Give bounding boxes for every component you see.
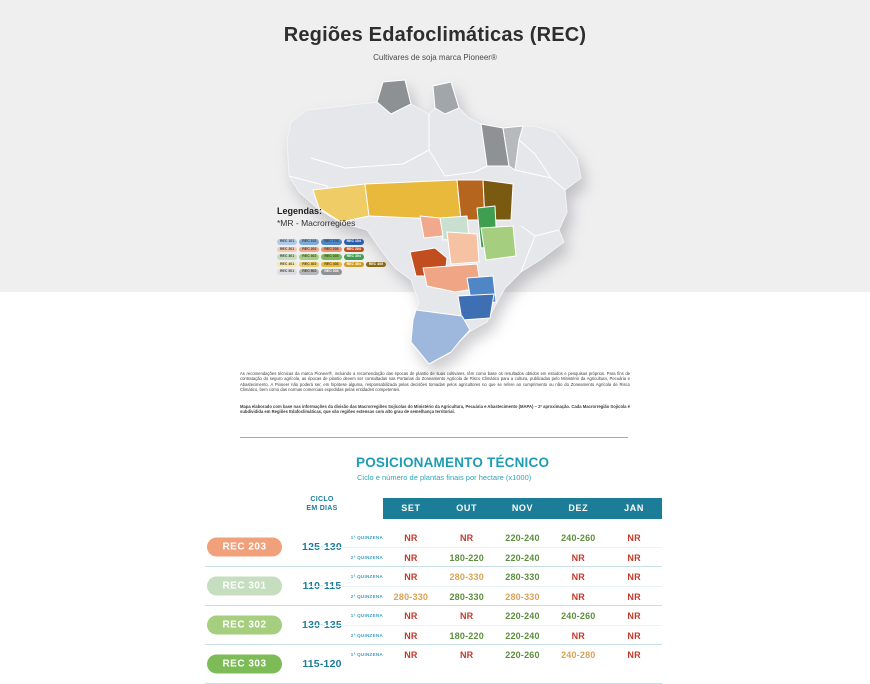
quinzena-row [307, 625, 662, 645]
legend-pill: REC 401 [277, 262, 297, 268]
planting-cell: 280-330 [449, 591, 484, 602]
planting-cell: NR [404, 571, 418, 582]
planting-cell: 220-240 [505, 532, 540, 543]
quinzena-label: 1ª QUINZENA [350, 613, 383, 618]
planting-cell: 240-280 [561, 649, 596, 660]
planting-cell: NR [627, 552, 641, 563]
legend-pill: REC 404 [344, 262, 364, 268]
technical-positioning-section [205, 455, 665, 670]
positioning-rows [205, 528, 662, 684]
planting-cell: NR [459, 532, 474, 543]
ciclo-header-line1: CICLO [310, 496, 334, 503]
legend-pill: REC 503 [321, 269, 341, 275]
planting-cell: NR [571, 630, 585, 641]
section-divider [240, 437, 628, 438]
quinzena-row [307, 606, 662, 625]
positioning-subtitle: Ciclo e número de plantas finais por hectare (x1000) [357, 473, 532, 482]
legend-pill: REC 101 [277, 239, 297, 245]
planting-cell: 220-240 [505, 610, 540, 621]
legend-pill: REC 302 [299, 254, 319, 260]
legend-pill: REC 202 [299, 247, 319, 253]
rec-badge: REC 302 [207, 616, 282, 635]
planting-cell: NR [459, 649, 474, 660]
legend-pill: REC 403 [321, 262, 341, 268]
ciclo-value: 110-115 [302, 580, 342, 592]
rec-row [205, 645, 662, 684]
legend-pill: REC 201 [277, 247, 297, 253]
quinzena-label: 2ª QUINZENA [350, 555, 383, 560]
legend-title: Legendas: [277, 206, 323, 216]
ciclo-header-line2: EM DIAS [306, 504, 338, 512]
map-source-note: Mapa elaborado com base nas informações da divisão das Macrorregiões Sojícolas do Ministério da Agricultura, Pecuária e Abastecimento (MAPA) – 2ª aproximação. Cada Macrorregião Sojícola é subdividida em Regiões Edafoclimáticas, que são regiões extensas com alto grau de semelhança territorial. [240, 404, 630, 415]
rec-row [205, 567, 662, 606]
quinzena-label: 2ª QUINZENA [350, 594, 383, 599]
planting-cell: NR [404, 649, 418, 660]
planting-cell: 280-330 [505, 571, 540, 582]
legend-pill: REC 502 [299, 269, 319, 275]
rec-badge: REC 301 [207, 577, 282, 596]
legend-pill: REC 104 [344, 239, 364, 245]
month-header: OUT [456, 503, 478, 513]
quinzena-label: 1ª QUINZENA [350, 535, 383, 540]
rec-badge: REC 303 [207, 655, 282, 674]
legend-note: *MR - Macrorregiões [277, 218, 356, 228]
month-header: JAN [624, 503, 644, 513]
legend-pill: REC 203 [321, 247, 341, 253]
planting-cell: NR [571, 571, 585, 582]
planting-cell: NR [404, 552, 418, 563]
legend-pill: REC 103 [321, 239, 341, 245]
planting-cell: NR [571, 591, 585, 602]
legend-pill: REC 301 [277, 254, 297, 260]
planting-cell: NR [627, 532, 641, 543]
ciclo-value: 125-130 [302, 541, 342, 553]
quinzena-label: 2ª QUINZENA [350, 633, 383, 638]
quinzena-label: 1ª QUINZENA [350, 574, 383, 579]
planting-cell: 280-330 [449, 571, 484, 582]
planting-cell: NR [571, 552, 585, 563]
planting-cell: 240-260 [561, 610, 596, 621]
planting-cell: NR [627, 591, 641, 602]
planting-cell: NR [404, 532, 418, 543]
planting-cell: NR [404, 610, 418, 621]
month-header: SET [401, 503, 421, 513]
quinzena-row [307, 645, 662, 664]
planting-cell: 240-260 [561, 532, 596, 543]
planting-cell: 220-260 [505, 649, 540, 660]
planting-cell: 220-240 [505, 630, 540, 641]
quinzena-label: 1ª QUINZENA [350, 652, 383, 657]
legend-pill: REC 204 [344, 247, 364, 253]
planting-cell: NR [627, 630, 641, 641]
map-legend [277, 206, 427, 277]
legend-grid [277, 239, 427, 275]
quinzena-row [307, 528, 662, 547]
planting-cell: 280-330 [393, 591, 429, 602]
rec-badge: REC 203 [207, 538, 282, 557]
legend-pill: REC 304 [344, 254, 364, 260]
legend-pill: REC 402 [299, 262, 319, 268]
legend-pill: REC 102 [299, 239, 319, 245]
page-subtitle: Cultivares de soja marca Pioneer® [373, 53, 497, 62]
positioning-title: POSICIONAMENTO TÉCNICO [356, 455, 550, 470]
planting-cell: 280-330 [505, 591, 540, 602]
month-header-row [383, 498, 662, 519]
planting-cell: NR [627, 649, 641, 660]
legend-pill: REC 303 [321, 254, 341, 260]
planting-cell: NR [627, 610, 641, 621]
legend-pill: REC 405 [366, 262, 386, 268]
month-header: DEZ [568, 503, 589, 513]
planting-cell: NR [627, 571, 641, 582]
legend-pill: REC 501 [277, 269, 297, 275]
disclaimer-text: As recomendações técnicas da marca Pioneer®, incluindo a recomendação das épocas de plantio de suas cultivares, têm como base os resultados obtidos em estudos e pesquisas próprios. Para fins de contratação do seguro agrícola, as épocas de plantio devem ser consultadas nas Portarias do Zoneamento Agrícola de Risco Climático para a cultura, publicadas pelo Ministério da Agricultura, Pecuária e Abastecimento. A Pioneer não poderá ser, em hipótese alguma, responsabilizada pelas decisões tomadas pelos agricultores no que se refere ao cumprimento ou não do Zoneamento Agrícola de Risco Climático, bem como das normas comerciais expedidas pelas entidades competentes. [240, 371, 630, 393]
month-header: NOV [511, 503, 534, 513]
rec-row [205, 606, 662, 645]
rec-row [205, 528, 662, 567]
planting-cell: 180-220 [449, 552, 484, 563]
planting-cell: NR [459, 610, 474, 621]
quinzena-row [307, 547, 662, 567]
page-title: Regiões Edafoclimáticas (REC) [283, 24, 587, 46]
planting-cell: NR [404, 630, 418, 641]
quinzena-row [307, 567, 662, 586]
ciclo-value: 115-120 [302, 658, 342, 670]
ciclo-value: 130-135 [302, 619, 342, 631]
planting-cell: 180-220 [449, 630, 484, 641]
ciclo-column-header [289, 496, 355, 513]
page-header [0, 24, 870, 62]
quinzena-row [307, 586, 662, 606]
planting-cell: 220-240 [505, 552, 540, 563]
